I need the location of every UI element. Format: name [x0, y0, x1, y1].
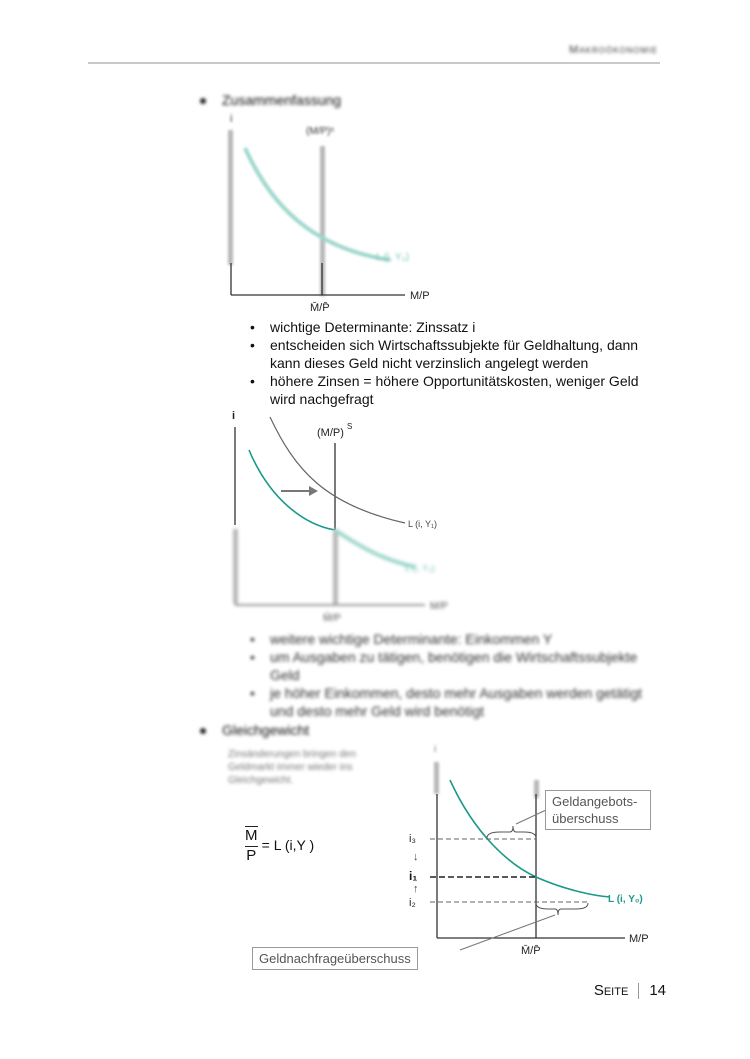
chart1-y-label: i — [230, 113, 233, 125]
chart1-x-tick: M̄/P̄ — [310, 302, 330, 314]
bullet-icon — [200, 728, 206, 734]
page-footer — [594, 982, 666, 999]
bullet-list-income — [248, 630, 668, 720]
formula-denominator: P — [246, 847, 257, 864]
chart2-curve1-label: L (i, Y₁) — [408, 519, 438, 529]
running-header: Makroökonomie — [569, 44, 658, 56]
arrow-right-icon — [309, 486, 318, 496]
label-excess-supply: Geldangebots- überschuss — [545, 790, 651, 830]
bullet-icon — [200, 98, 206, 104]
brace-excess-supply — [487, 826, 536, 838]
chart3-y-label: i — [434, 744, 437, 755]
chart1-y-bar — [228, 130, 233, 265]
header-rule — [88, 62, 660, 64]
chart3-curve-label: L (i, Y₀) — [608, 894, 643, 905]
callout-line-demand — [460, 915, 555, 950]
chart2-supply-label: (M/P) — [317, 427, 344, 439]
section-heading-summary: Zusammenfassung — [200, 92, 341, 108]
list-item: • entscheiden sich Wirtschaftssubjekte für Geldhaltung, dann kann dieses Geld nicht verzinslich angelegt werden — [248, 336, 668, 372]
list-item: • wichtige Determinante: Zinssatz i — [248, 318, 668, 336]
list-item: • je höher Einkommen, desto mehr Ausgaben werden getätigt und desto mehr Geld wird benötigt — [248, 684, 668, 720]
label-excess-demand: Geldnachfrageüberschuss — [252, 947, 418, 970]
chart-equilibrium — [400, 740, 670, 965]
formula-rhs: = L (i,Y ) — [261, 837, 315, 853]
chart1-demand-curve — [245, 148, 390, 260]
formula-numerator: M — [245, 827, 258, 844]
chart1-supply-label: (M/P)ˢ — [306, 126, 334, 137]
bullet-list-interest — [248, 318, 668, 408]
chart2-y-label: i — [232, 410, 236, 422]
equilibrium-note: Zinsänderungen bringen den Geldmarkt immer wieder ins Gleichgewicht. — [228, 749, 356, 786]
arrow-down-icon: ↓ — [413, 851, 419, 863]
page-number: 14 — [649, 982, 666, 999]
chart3-x-tick: M̄/P̄ — [521, 945, 541, 957]
arrow-up-icon: ↑ — [413, 883, 419, 895]
callout-line-supply — [516, 810, 546, 824]
footer-label: Seite — [593, 982, 629, 999]
chart2-curve0-label: L (i, Y₀) — [405, 563, 435, 573]
chart3-i3-label: i₃ — [409, 833, 416, 845]
money-market-formula — [245, 826, 314, 864]
chart1-x-label: M/P — [410, 290, 430, 302]
chart1-curve-label: L (i, Y₀) — [376, 252, 410, 263]
chart2-x-label: M/P — [430, 601, 448, 612]
chart2-supply-sup: S — [347, 422, 353, 431]
section-heading-equilibrium: Gleichgewicht — [200, 722, 309, 738]
chart-money-market-1 — [200, 108, 460, 323]
list-item: • weitere wichtige Determinante: Einkommen Y — [248, 630, 668, 648]
list-item: • höhere Zinsen = höhere Opportunitätskosten, weniger Geld wird nachgefragt — [248, 372, 668, 408]
chart3-x-label: M/P — [629, 933, 649, 945]
list-item: • um Ausgaben zu tätigen, benötigen die Wirtschaftssubjekte Geld — [248, 648, 668, 684]
chart3-i1-label: i₁ — [409, 869, 418, 883]
chart-money-market-2 — [225, 405, 475, 625]
footer-divider — [638, 983, 639, 999]
chart2-x-tick: M̄/P — [323, 613, 341, 624]
brace-excess-demand — [536, 903, 588, 915]
chart3-i2-label: i₂ — [409, 897, 416, 909]
